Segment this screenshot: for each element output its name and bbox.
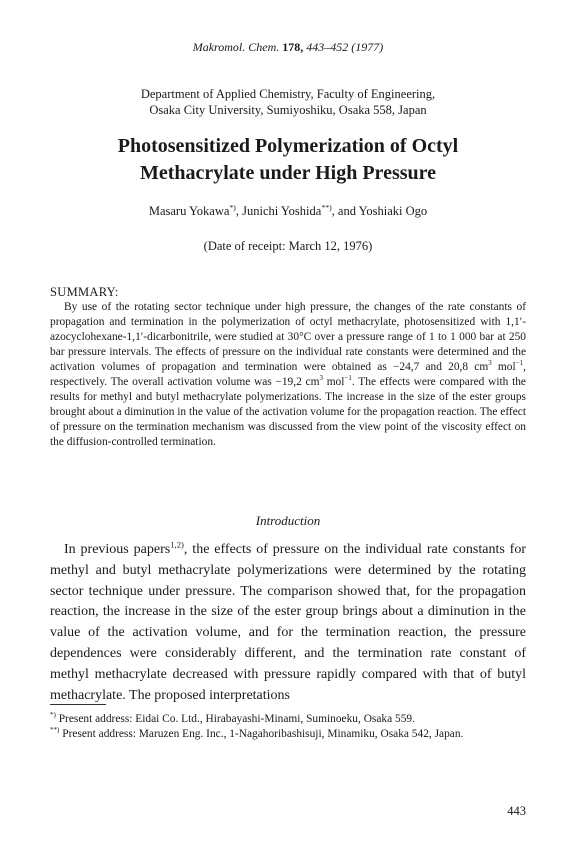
introduction-paragraph: [50, 540, 526, 706]
affiliation-line-1: Department of Applied Chemistry, Faculty of Engineering,: [140, 87, 436, 101]
superscript: −1: [344, 374, 352, 383]
footnote-text: Present address: Eidai Co. Ltd., Hirabayashi-Minami, Suminoeku, Osaka 559.: [55, 713, 415, 725]
footnote-mark: **): [50, 726, 60, 735]
affiliation: [0, 86, 576, 118]
introduction-text: In previous papers: [64, 542, 171, 557]
affiliation-line-2: Osaka City University, Sumiyoshiku, Osaka 558, Japan: [149, 103, 427, 117]
author-2-footnote-mark: **): [321, 202, 332, 212]
summary-heading: SUMMARY:: [50, 285, 119, 299]
summary-text: . The effects were compared with the results for methyl and butyl methacrylate polymerizations. The increase in the size of the ester groups brought about a diminution in the value of the activation volume for the propagation reaction. The effect of pressure on the termination mechanism was discussed from the view point of the viscosity effect on the diffusion-controlled termination.: [50, 376, 526, 448]
footnote-1: [50, 712, 526, 727]
summary-text: By use of the rotating sector technique under high pressure, the changes of the rate constants of propagation and termination in the polymerization of octyl methacrylate, photosensitized with 1,1′-azocyclohexane-1,1′-dicarbonitrile, were studied at 30°C over a pressure range of 1 to 1 000 bar at 250 bar pressure intervals. The effects of pressure on the individual rate constants were determined and the activation volumes of propagation and termination were obtained as −24,7 and 20,8 cm: [50, 301, 526, 373]
author-2: , Junichi Yoshida: [235, 204, 322, 218]
footnote-mark: *): [50, 711, 56, 720]
introduction-text: , the effects of pressure on the individual rate constants for methyl and butyl methacrylate polymerizations were determined by the rotating sector technique under pressure. The comparison showed that, for the propagation reaction, the increase in the size of the ester group brings about a diminution in the value of the activation volume, and for the termination reaction, the pressure dependences were considerably different, and the termination rate constant of methyl methacrylate decreased with pressure rapidly compared with that of butyl methacrylate. The proposed interpretations: [50, 542, 526, 703]
summary-paragraph: [50, 300, 526, 450]
footnote-text: Present address: Maruzen Eng. Inc., 1-Nagahoribashisuji, Minamiku, Osaka 542, Japan.: [59, 728, 464, 740]
footnote-2: [50, 727, 538, 742]
summary-text: mol: [322, 376, 345, 388]
journal-volume: 178,: [282, 40, 304, 54]
superscript: 3: [488, 359, 492, 368]
author-3: , and Yoshiaki Ogo: [331, 204, 428, 218]
page-number: 443: [507, 804, 526, 818]
summary-text: mol: [491, 361, 516, 373]
superscript: −1: [515, 359, 524, 368]
journal-name: Makromol. Chem.: [192, 40, 280, 54]
footnote-divider: [50, 704, 106, 705]
journal-citation: [0, 40, 576, 55]
introduction-heading: Introduction: [255, 513, 321, 528]
summary-text: , respectively. The overall activation volume was −19,2 cm: [50, 361, 526, 388]
journal-pages: 443–452 (1977): [306, 40, 384, 54]
title-line-1: Photosensitized Polymerization of Octyl: [117, 135, 459, 157]
superscript: 3: [319, 374, 323, 383]
author-1: Masaru Yokawa: [148, 204, 230, 218]
author-1-footnote-mark: *): [229, 202, 236, 212]
paper-title: [0, 133, 576, 187]
date-of-receipt: (Date of receipt: March 12, 1976): [203, 239, 373, 253]
author-list: [0, 204, 576, 219]
reference-mark: 1,2): [170, 539, 184, 550]
title-line-2: Methacrylate under High Pressure: [139, 162, 437, 184]
